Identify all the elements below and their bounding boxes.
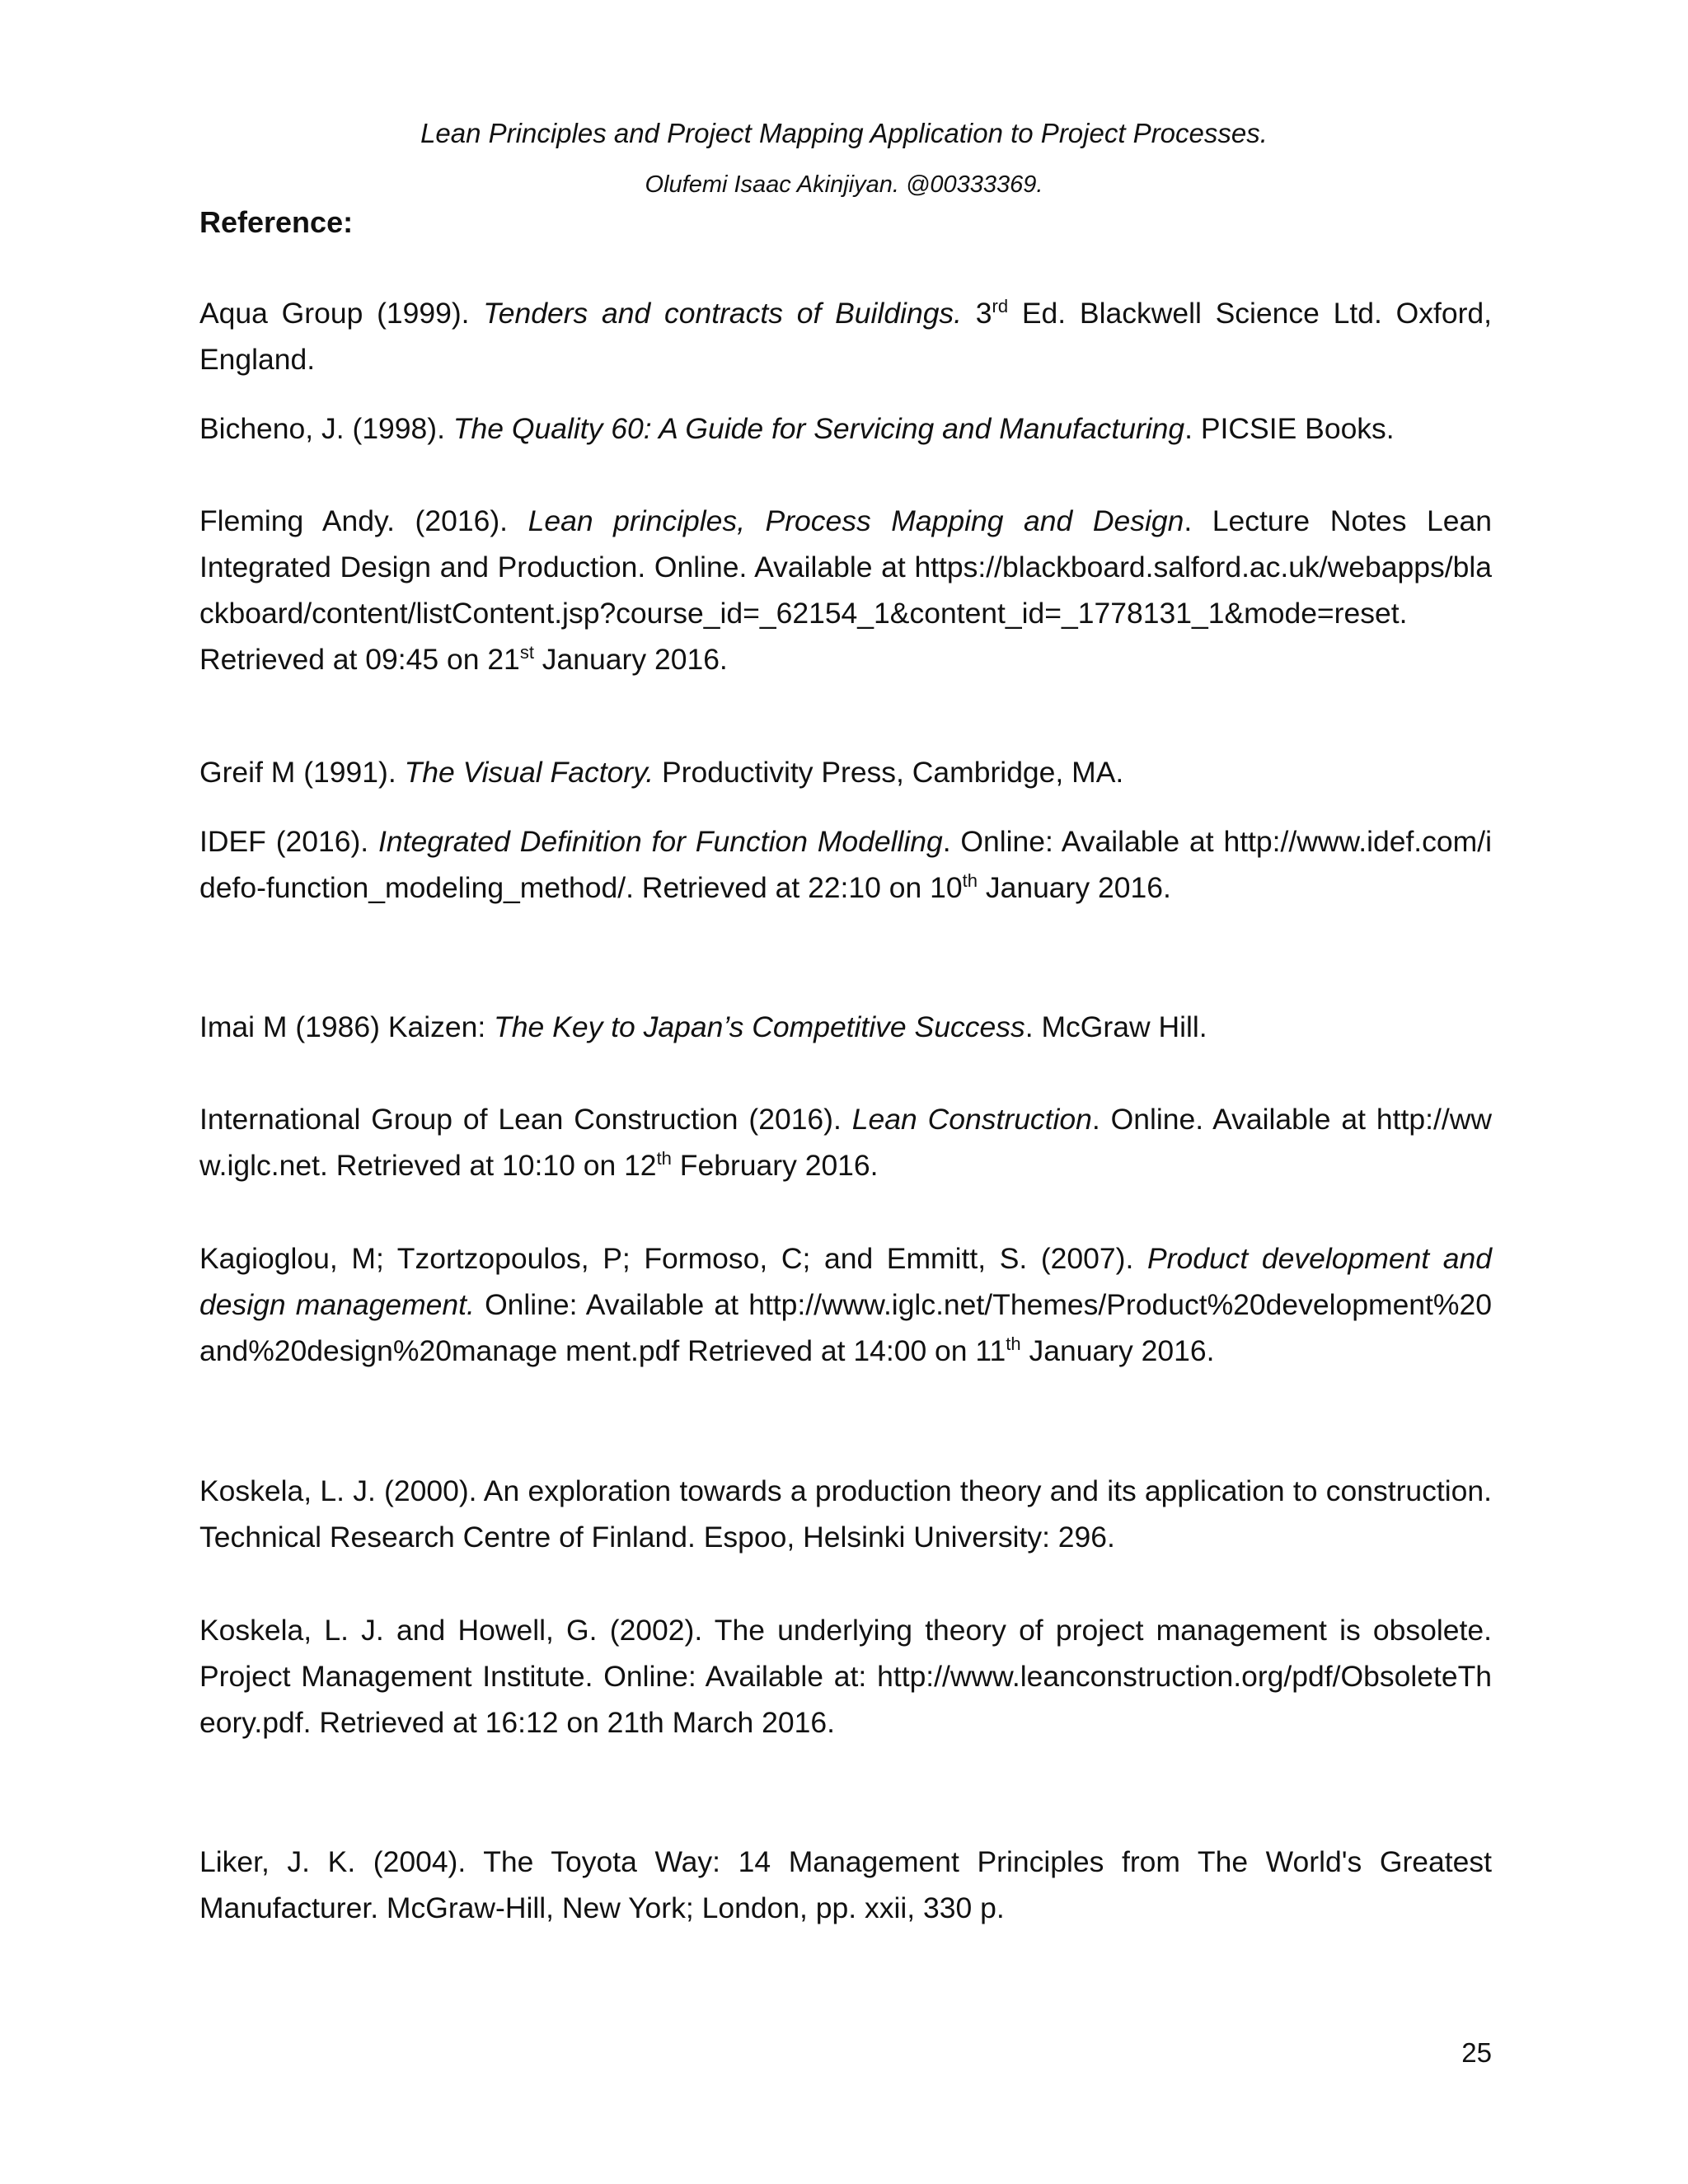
reference-entry-fleming: Fleming Andy. (2016). Lean principles, Process Mapping and Design. Lecture Notes Lean Integrated Design and Production. Online. Available at https://blackboard.salford.ac.uk/webapps/blackboard/content/listContent.jsp?course_id=_62154_1&content_id=_1778131_1&mode=reset. Retrieved at 09:45 on 21st January 2016. xyxy=(199,504,1492,676)
reference-entry-iglc: International Group of Lean Construction (2016). Lean Construction. Online. Available at http://www.iglc.net. Retrieved at 10:10 on 12th February 2016. xyxy=(199,1103,1492,1182)
reference-heading: Reference: xyxy=(199,205,354,239)
reference-title: The Visual Factory. xyxy=(404,756,654,789)
reference-title: Product development and design management. xyxy=(199,1242,1493,1321)
reference-title: Lean Construction xyxy=(851,1103,1092,1136)
reference-entry-greif: Greif M (1991). The Visual Factory. Productivity Press, Cambridge, MA. xyxy=(199,756,1124,789)
reference-entry-imai: Imai M (1986) Kaizen: The Key to Japan’s Competitive Success. McGraw Hill. xyxy=(199,1010,1207,1043)
reference-url[interactable]: http://www.idef.com/idefo-function_modeling_method/. xyxy=(199,825,1492,904)
reference-url[interactable]: http://www.leanconstruction.org/pdf/ObsoleteTheory.pdf. xyxy=(199,1660,1492,1739)
running-header-title: Lean Principles and Project Mapping Application to Project Processes. xyxy=(420,118,1268,148)
reference-title: The Key to Japan’s Competitive Success xyxy=(494,1010,1025,1043)
reference-entry-idef: IDEF (2016). Integrated Definition for Function Modelling. Online: Available at http://www.idef.com/idefo-function_modeling_method/. Retrieved at 22:10 on 10th January 2016. xyxy=(199,825,1492,904)
reference-entry-aqua: Aqua Group (1999). Tenders and contracts of Buildings. 3rd Ed. Blackwell Science Ltd. Oxford, England. xyxy=(199,296,1492,376)
reference-title: Tenders and contracts of Buildings. xyxy=(483,297,963,330)
reference-url[interactable]: http://www.iglc.net. xyxy=(199,1103,1492,1182)
reference-title: The Quality 60: A Guide for Servicing and Manufacturing xyxy=(452,412,1185,445)
reference-entry-liker: Liker, J. K. (2004). The Toyota Way: 14 Management Principles from The World's Greatest Manufacturer. McGraw-Hill, New York; London, pp. xxii, 330 p. xyxy=(199,1845,1492,1924)
reference-entry-kagioglou: Kagioglou, M; Tzortzopoulos, P; Formoso, C; and Emmitt, S. (2007). Product development and design management. Online: Available at http://www.iglc.net/Themes/Product%20development%20and%20design%20manage ment.pdf Retrieved at 14:00 on 11th January 2016. xyxy=(199,1242,1493,1367)
running-header-author: Olufemi Isaac Akinjiyan. @00333369. xyxy=(645,171,1043,198)
reference-entry-koskela-2002: Koskela, L. J. and Howell, G. (2002). The underlying theory of project management is obsolete. Project Management Institute. Online: Available at: http://www.leanconstruction.org/pdf/ObsoleteTheory.pdf. Retrieved at 16:12 on 21th March 2016. xyxy=(199,1614,1492,1739)
page-number: 25 xyxy=(1461,2037,1492,2068)
reference-entry-koskela-2000: Koskela, L. J. (2000). An exploration towards a production theory and its application to construction. Technical Research Centre of Finland. Espoo, Helsinki University: 296. xyxy=(199,1474,1492,1554)
reference-url[interactable]: https://blackboard.salford.ac.uk/webapps/blackboard/content/listContent.jsp?course_id=_62154_1&content_id=_1778131_1&mode=reset. xyxy=(199,551,1492,630)
reference-title: Lean principles, Process Mapping and Design xyxy=(528,504,1184,537)
reference-entry-bicheno: Bicheno, J. (1998). The Quality 60: A Guide for Servicing and Manufacturing. PICSIE Books. xyxy=(199,412,1395,445)
reference-title: Integrated Definition for Function Modelling xyxy=(378,825,943,858)
reference-url[interactable]: http://www.iglc.net/Themes/Product%20development%20and%20design%20manage ment.pdf xyxy=(199,1288,1492,1367)
